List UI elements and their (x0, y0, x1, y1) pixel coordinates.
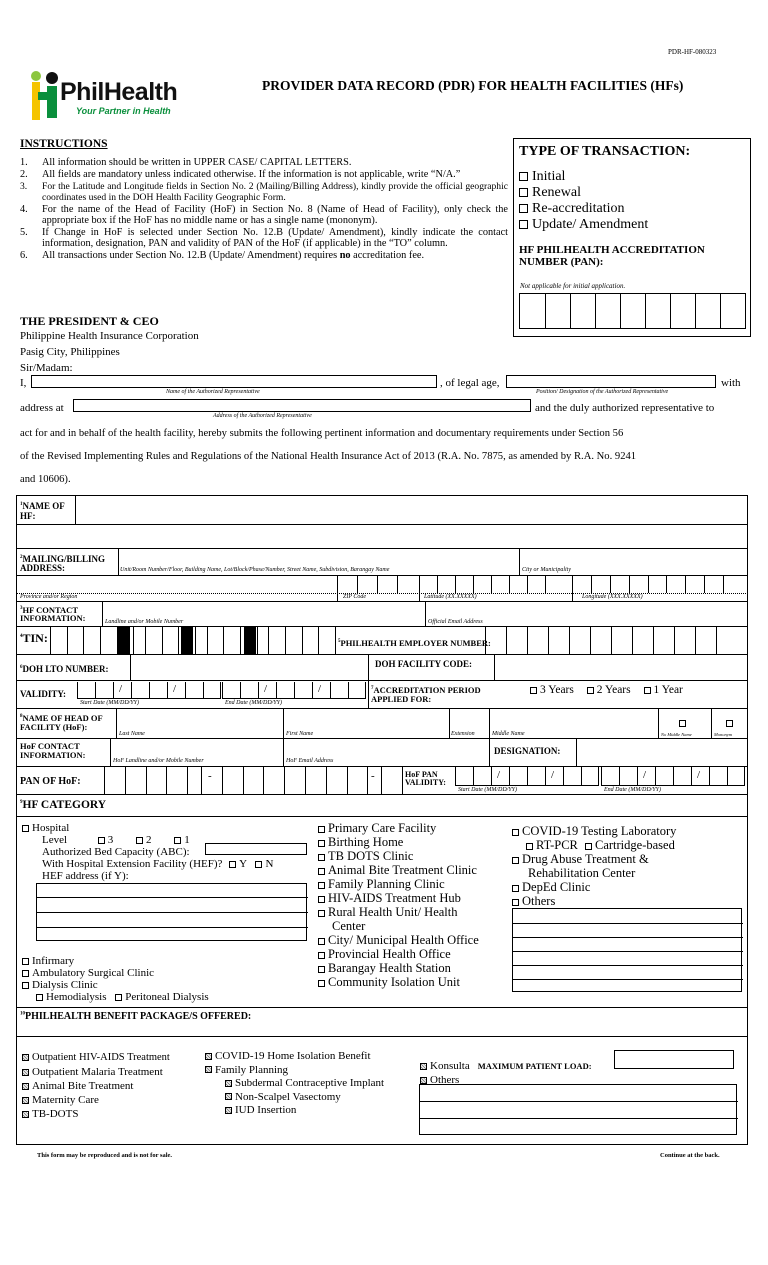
checkbox-icon[interactable] (726, 720, 733, 727)
checkbox-icon[interactable] (255, 861, 262, 868)
max-load-label: MAXIMUM PATIENT LOAD: (477, 1061, 592, 1071)
checkbox-icon[interactable] (526, 843, 533, 850)
checkbox-icon[interactable] (587, 687, 594, 694)
checkbox-icon[interactable] (318, 938, 325, 945)
checkbox-icon[interactable] (512, 899, 519, 906)
instruction-item: 4. For the name of the Head of Facility (HoF) in Section No. 8 (Name of Head of Facility), only check the appropriate box if the HoF has no middle name or has a single name (mononym). (20, 204, 508, 226)
mailing-label: $^2$MAILING/BILLING ADDRESS: (20, 554, 106, 573)
legal-age-text: , of legal age, (440, 377, 500, 389)
checkbox-icon[interactable] (98, 837, 105, 844)
hof-pan-start-input[interactable]: / / (455, 766, 599, 786)
hef-question: With Hospital Extension Facility (HEF)? Y N (42, 858, 274, 870)
checkbox-icon[interactable] (318, 896, 325, 903)
checkbox-icon[interactable] (512, 829, 519, 836)
checkbox-icon[interactable] (22, 982, 29, 989)
philhealth-logo (26, 68, 188, 128)
caption: Province and/or Region (20, 594, 78, 600)
caption: First Name (286, 731, 314, 737)
checkbox-icon[interactable] (174, 837, 181, 844)
name-hf-input-2[interactable] (16, 525, 748, 547)
caption: Address of the Authorized Representative (213, 413, 312, 419)
hof-pan-end-input[interactable]: / / (601, 766, 745, 786)
checkbox-icon[interactable] (318, 952, 325, 959)
checkbox-icon[interactable] (420, 1077, 427, 1084)
caption: Landline and/or Mobile Number (105, 619, 184, 625)
pan-hof-input[interactable]: - - (104, 766, 402, 794)
name-hf-label: $^1$NAME OF HF: (20, 501, 65, 521)
caption: Extension (451, 731, 475, 737)
caption: City or Municipality (522, 567, 571, 573)
benefits-col2: COVID-19 Home Isolation Benefit Family Planning Subdermal Contraceptive Implant Non-Scalpel Vasectomy IUD Insertion (205, 1050, 384, 1118)
designation-label: DESIGNATION: (494, 746, 561, 756)
option-infirmary[interactable]: Infirmary (22, 955, 209, 967)
option-drug-abuse[interactable]: Drug Abuse Treatment & (512, 852, 676, 866)
caption: Mononym (714, 732, 732, 737)
name-hf-input[interactable] (76, 496, 747, 523)
instruction-item: 2. All fields are mandatory unless indicated otherwise. If the information is not applicable, write “N/A.” (20, 169, 461, 180)
addressee-city: Pasig City, Philippines (20, 346, 120, 358)
logo-tagline: Your Partner in Health (76, 106, 171, 116)
representative-name-input[interactable] (31, 375, 437, 388)
hof-pan-validity-label: HoF PAN VALIDITY: (405, 770, 446, 787)
hof-contact-label: HoF CONTACT INFORMATION: (20, 741, 86, 760)
benefits-others-input[interactable] (419, 1084, 737, 1135)
addressee-org: Philippine Health Insurance Corporation (20, 330, 199, 342)
option-hospital[interactable]: Hospital (22, 822, 273, 834)
tin-input[interactable] (50, 626, 335, 654)
caption: HoF Email Address (286, 758, 334, 764)
instructions-heading: INSTRUCTIONS (20, 138, 108, 150)
hospital-level: Level 3 2 1 (42, 834, 190, 846)
instruction-item: 6. All transactions under Section No. 12.B (Update/ Amendment) requires no accreditation fee. (20, 250, 425, 261)
duly-text: and the duly authorized representative to (535, 402, 715, 414)
caption: End Date (MM/DD/YY) (604, 787, 661, 793)
logo-brand: PhilHealth (60, 78, 178, 106)
mononym-checkbox[interactable] (726, 714, 736, 732)
footer-right: Continue at the back. (660, 1152, 720, 1159)
option-3-years[interactable]: 3 Years (530, 684, 574, 696)
checkbox-icon[interactable] (519, 220, 528, 229)
pan-hof-label: PAN OF HoF: (20, 776, 81, 787)
form-title: PROVIDER DATA RECORD (PDR) FOR HEALTH FACILITIES (HFs) (262, 78, 684, 93)
address-at-text: address at (20, 402, 64, 414)
caption: No Middle Name (661, 732, 692, 737)
checkbox-icon[interactable] (22, 1097, 29, 1104)
abc-label: Authorized Bed Capacity (ABC): (42, 846, 190, 858)
checkbox-icon[interactable] (318, 980, 325, 987)
position-input[interactable] (506, 375, 716, 388)
caption: End Date (MM/DD/YY) (225, 700, 282, 706)
checkbox-icon[interactable] (318, 910, 325, 917)
checkbox-icon[interactable] (136, 837, 143, 844)
caption: Start Date (MM/DD/YY) (458, 787, 517, 793)
checkbox-icon[interactable] (22, 1054, 29, 1061)
option-dialysis[interactable]: Dialysis Clinic (22, 979, 209, 991)
addressee: THE PRESIDENT & CEO (20, 314, 159, 328)
validity-start-input[interactable]: / / (77, 682, 221, 699)
checkbox-icon[interactable] (22, 970, 29, 977)
checkbox-icon[interactable] (22, 1083, 29, 1090)
hef-address-input[interactable] (36, 883, 307, 941)
validity-end-input[interactable]: / / (222, 682, 366, 699)
doh-lto-label: $^6$DOH LTO NUMBER: (20, 664, 109, 674)
option-others[interactable]: Others (512, 894, 676, 908)
letter-body-3: and 10606). (20, 474, 71, 485)
employer-number-label: $^5$PHILHEALTH EMPLOYER NUMBER: (338, 637, 491, 648)
checkbox-icon[interactable] (205, 1066, 212, 1073)
benefits-col1: Outpatient HIV-AIDS Treatment Outpatient Malaria Treatment Animal Bite Treatment Maternity Care TB-DOTS (22, 1051, 170, 1121)
option-1-year[interactable]: 1 Year (644, 684, 683, 696)
i-label: I, (20, 377, 27, 389)
checkbox-icon[interactable] (519, 188, 528, 197)
checkbox-icon[interactable] (225, 1107, 232, 1114)
option-reaccreditation[interactable]: Re-accreditation (519, 201, 648, 217)
checkbox-icon[interactable] (225, 1080, 232, 1087)
category-col3: COVID-19 Testing Laboratory RT-PCR Cartridge-based Drug Abuse Treatment & Rehabilitation Center DepEd Clinic Others (512, 824, 676, 908)
no-middle-name-checkbox[interactable] (679, 714, 689, 732)
checkbox-icon[interactable] (115, 994, 122, 1001)
transaction-box (513, 138, 751, 337)
checkbox-icon[interactable] (318, 868, 325, 875)
checkbox-icon[interactable] (318, 854, 325, 861)
checkbox-icon[interactable] (512, 885, 519, 892)
max-patient-load-input[interactable] (614, 1050, 734, 1069)
hef-address-label: HEF address (if Y): (42, 870, 129, 882)
letter-body-2: of the Revised Implementing Rules and Regulations of the National Health Insurance Act of 2013 (R.A. No. 7875, as amended by R.A. No. 9241 (20, 451, 637, 462)
abc-input[interactable] (205, 843, 307, 855)
option-ambulatory[interactable]: Ambulatory Surgical Clinic (22, 967, 209, 979)
hf-category-heading: $^9$HF CATEGORY (20, 799, 107, 811)
caption: Start Date (MM/DD/YY) (80, 700, 139, 706)
instruction-item: 1. All information should be written in UPPER CASE/ CAPITAL LETTERS. (20, 157, 352, 168)
category-others-input[interactable] (512, 908, 742, 992)
checkbox-icon[interactable] (36, 994, 43, 1001)
checkbox-icon[interactable] (318, 966, 325, 973)
checkbox-icon[interactable] (22, 1069, 29, 1076)
instruction-item: 5. If Change in HoF is selected under Section No. 12.B (Update/ Amendment), kindly indicate the contact information, designation, PAN and validity of PAN of the HoF (if applicable) in the “TO” column. (20, 227, 508, 249)
checkbox-icon[interactable] (22, 958, 29, 965)
option-deped[interactable]: DepEd Clinic (512, 880, 676, 894)
instruction-item: 3. For the Latitude and Longitude fields in Section No. 2 (Mailing/Billing Address), kindly provide the official geographic coordinates used in the DOH Health Facility Geographic Form. (20, 181, 508, 203)
checkbox-icon[interactable] (22, 825, 29, 832)
instructions-list (20, 157, 508, 261)
checkbox-icon[interactable] (519, 172, 528, 181)
benefits-col3: Konsulta MAXIMUM PATIENT LOAD: Others (420, 1059, 592, 1087)
dialysis-types: Hemodialysis Peritoneal Dialysis (22, 991, 209, 1003)
checkbox-icon[interactable] (318, 882, 325, 889)
option-renewal[interactable]: Renewal (519, 185, 648, 201)
transaction-heading: TYPE OF TRANSACTION: (519, 144, 691, 159)
employer-number-input[interactable] (485, 626, 748, 654)
checkbox-icon[interactable] (318, 840, 325, 847)
checkbox-icon[interactable] (679, 720, 686, 727)
checkbox-icon[interactable] (205, 1053, 212, 1060)
caption: Last Name (119, 731, 145, 737)
validity-label: VALIDITY: (20, 689, 67, 699)
option-update[interactable]: Update/ Amendment (519, 217, 648, 233)
checkbox-icon[interactable] (420, 1063, 427, 1070)
option-2-years[interactable]: 2 Years (587, 684, 631, 696)
with-text: with (721, 377, 741, 389)
caption: HoF Landline and/or Mobile Number (113, 758, 204, 764)
checkbox-icon[interactable] (530, 687, 537, 694)
caption: Name of the Authorized Representative (166, 389, 260, 395)
checkbox-icon[interactable] (512, 857, 519, 864)
checkbox-icon[interactable] (519, 204, 528, 213)
checkbox-icon[interactable] (229, 861, 236, 868)
checkbox-icon[interactable] (318, 826, 325, 833)
checkbox-icon[interactable] (225, 1093, 232, 1100)
pan-input[interactable] (519, 293, 746, 329)
caption: ZIP Code (343, 594, 367, 600)
option-covid-lab[interactable]: COVID-19 Testing Laboratory (512, 824, 676, 838)
accreditation-years (530, 684, 683, 696)
salutation: Sir/Madam: (20, 362, 73, 374)
benefits-heading: $^{10}$PHILHEALTH BENEFIT PACKAGE/S OFFERED: (20, 1011, 252, 1022)
doh-facility-code-input[interactable] (495, 655, 747, 679)
transaction-options (519, 169, 648, 233)
caption: Position/ Designation of the Authorized Representative (536, 389, 669, 395)
checkbox-icon[interactable] (585, 843, 592, 850)
form-code: PDR-HF-080323 (668, 48, 717, 56)
pan-note: Not applicable for initial application. (520, 282, 626, 290)
tin-label: $^4$TIN: (20, 631, 48, 645)
hof-name-label: $^8$NAME OF HEAD OF FACILITY (HoF): (20, 712, 103, 732)
checkbox-icon[interactable] (22, 1111, 29, 1118)
category-col2: Primary Care Facility Birthing Home TB DOTS Clinic Animal Bite Treatment Clinic Family Planning Clinic HIV-AIDS Treatment Hub Rural Health Unit/ Health Center City/ Municipal Health Office Provincial Health Office Barangay Health Station Community Isolation Unit (318, 821, 479, 989)
caption: Middle Name (492, 731, 525, 737)
doh-lto-input[interactable] (131, 655, 367, 679)
letter-body-1: act for and in behalf of the health facility, hereby submits the following pertinent information and documentary requirements under Section 56 (20, 428, 624, 439)
caption: Latitude (XX.XXXXX) (424, 594, 477, 600)
representative-address-input[interactable] (73, 399, 531, 412)
footer-left: This form may be reproduced and is not for sale. (37, 1152, 173, 1159)
pan-heading: HF PHILHEALTH ACCREDITATION NUMBER (PAN): (519, 244, 705, 268)
caption: Official Email Address (428, 619, 483, 625)
checkbox-icon[interactable] (644, 687, 651, 694)
caption: Longitude (XXX.XXXXX) (582, 594, 643, 600)
contact-label: $^3$HF CONTACT INFORMATION: (20, 604, 86, 623)
category-col1-bottom (22, 955, 209, 1003)
accreditation-period-label: $^7$ACCREDITATION PERIOD APPLIED FOR: (371, 684, 481, 704)
option-initial[interactable]: Initial (519, 169, 648, 185)
caption: Unit/Room Number/Floor, Building Name, Lot/Block/Phase/Number, Street Name, Subdivision, Barangay Name (120, 567, 390, 573)
doh-facility-code-label: DOH FACILITY CODE: (375, 659, 473, 669)
